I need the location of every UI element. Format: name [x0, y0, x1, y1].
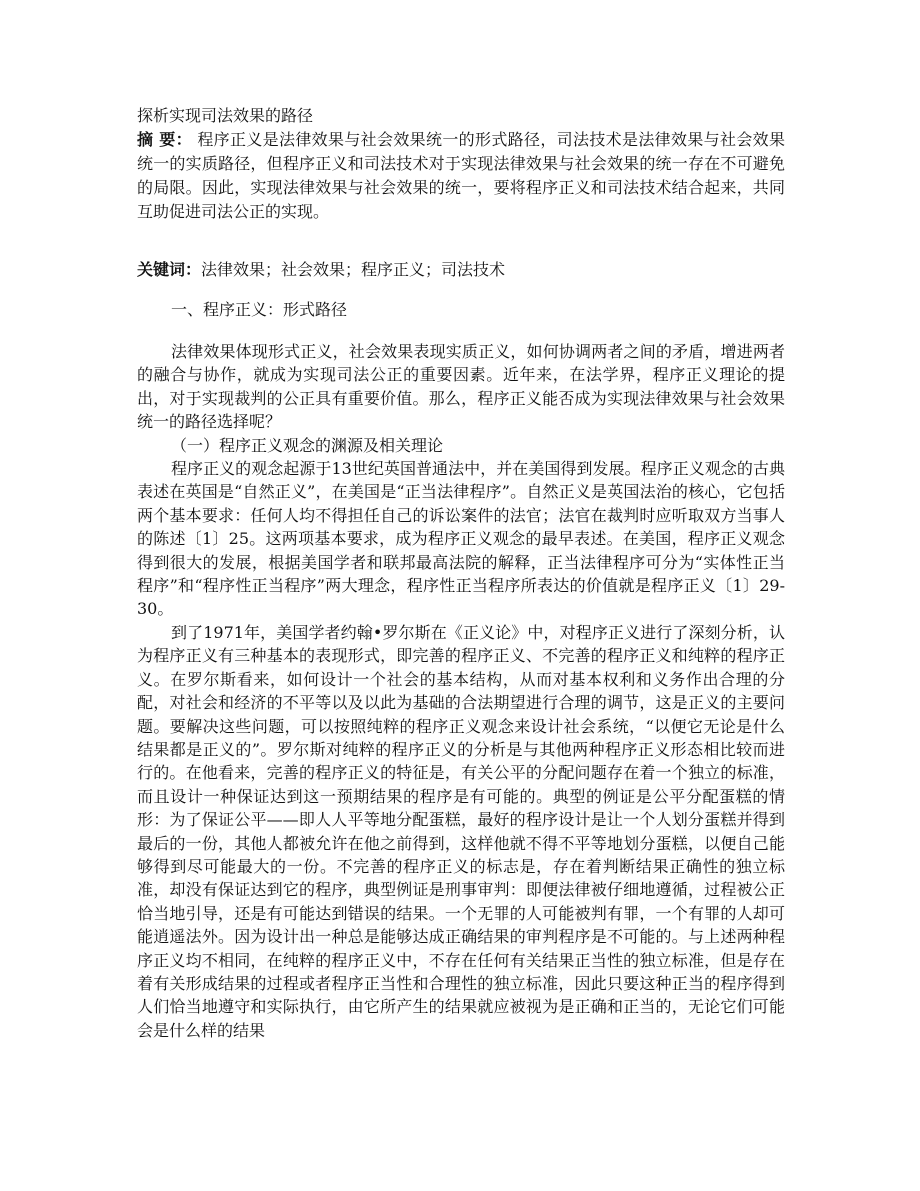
keywords-label: 关键词： [137, 260, 202, 279]
keywords-text: 法律效果；社会效果；程序正义；司法技术 [201, 260, 506, 279]
paragraph-origin: 程序正义的观念起源于13世纪英国普通法中，并在美国得到发展。程序正义观念的古典表述在英国是“自然正义”，在美国是“正当法律程序”。自然正义是英国法治的核心，它包括两个基本要求：任何人均不得担任自己的诉讼案件的法官；法官在裁判时应听取双方当事人的陈述〔1〕25。这两项基本要求，成为程序正义观念的最早表述。在美国，程序正义观念得到很大的发展，根据美国学者和联邦最高法院的解释，正当法律程序可分为“实体性正当程序”和“程序性正当程序”两大理念，程序性正当程序所表达的价值就是程序正义〔1〕29-30。 [137, 459, 785, 619]
spacer [137, 224, 785, 244]
document-title: 探析实现司法效果的路径 [137, 106, 314, 125]
abstract-text: 程序正义是法律效果与社会效果统一的形式路径，司法技术是法律效果与社会效果统一的实质路径，但程序正义和司法技术对于实现法律效果与社会效果的统一存在不可避免的局限。因此，实现法律效果与社会效果的统一，要将程序正义和司法技术结合起来，共同互助促进司法公正的实现。 [137, 130, 785, 221]
paragraph-intro: 法律效果体现形式正义，社会效果表现实质正义，如何协调两者之间的矛盾，增进两者的融合与协作，就成为实现司法公正的重要因素。近年来，在法学界，程序正义理论的提出，对于实现裁判的公正具有重要价值。那么，程序正义能否成为实现法律效果与社会效果统一的路径选择呢？ [137, 342, 785, 432]
subsection-heading: （一）程序正义观念的渊源及相关理论 [171, 435, 444, 455]
document-page [137, 104, 785, 1042]
keywords [137, 258, 785, 282]
abstract [137, 128, 785, 224]
paragraph-rawls: 到了1971年，美国学者约翰•罗尔斯在《正义论》中，对程序正义进行了深刻分析，认为程序正义有三种基本的表现形式，即完善的程序正义、不完善的程序正义和纯粹的程序正义。在罗尔斯看来，如何设计一个社会的基本结构，从而对基本权利和义务作出合理的分配，对社会和经济的不平等以及以此为基础的合法期望进行合理的调节，这是正义的主要问题。要解决这些问题，可以按照纯粹的程序正义观念来设计社会系统，“以便它无论是什么结果都是正义的”。罗尔斯对纯粹的程序正义的分析是与其他两种程序正义形态相比较而进行的。在他看来，完善的程序正义的特征是，有关公平的分配问题存在着一个独立的标准，而且设计一种保证达到这一预期结果的程序是有可能的。典型的例证是公平分配蛋糕的情形：为了保证公平——即人人平等地分配蛋糕，最好的程序设计是让一个人划分蛋糕并得到最后的一份，其他人都被允许在他之前得到，这样他就不得不平等地划分蛋糕，以便自己能够得到尽可能最大的一份。不完善的程序正义的标志是，存在着判断结果正确性的独立标准，却没有保证达到它的程序，典型例证是刑事审判：即便法律被仔细地遵循，过程被公正恰当地引导，还是有可能达到错误的结果。一个无罪的人可能被判有罪，一个有罪的人却可能逍遥法外。因为设计出一种总是能够达成正确结果的审判程序是不可能的。与上述两种程序正义均不相同，在纯粹的程序正义中，不存在任何有关结果正当性的独立标准，但是存在着有关形成结果的过程或者程序正当性和合理性的独立标准，因此只要这种正当的程序得到人们恰当地遵守和实际执行，由它所产生的结果就应被视为是正确和正当的，无论它们可能会是什么样的结果 [137, 622, 785, 1040]
abstract-label: 摘 要： [137, 130, 192, 149]
section-heading: 一、程序正义：形式路径 [171, 300, 348, 319]
